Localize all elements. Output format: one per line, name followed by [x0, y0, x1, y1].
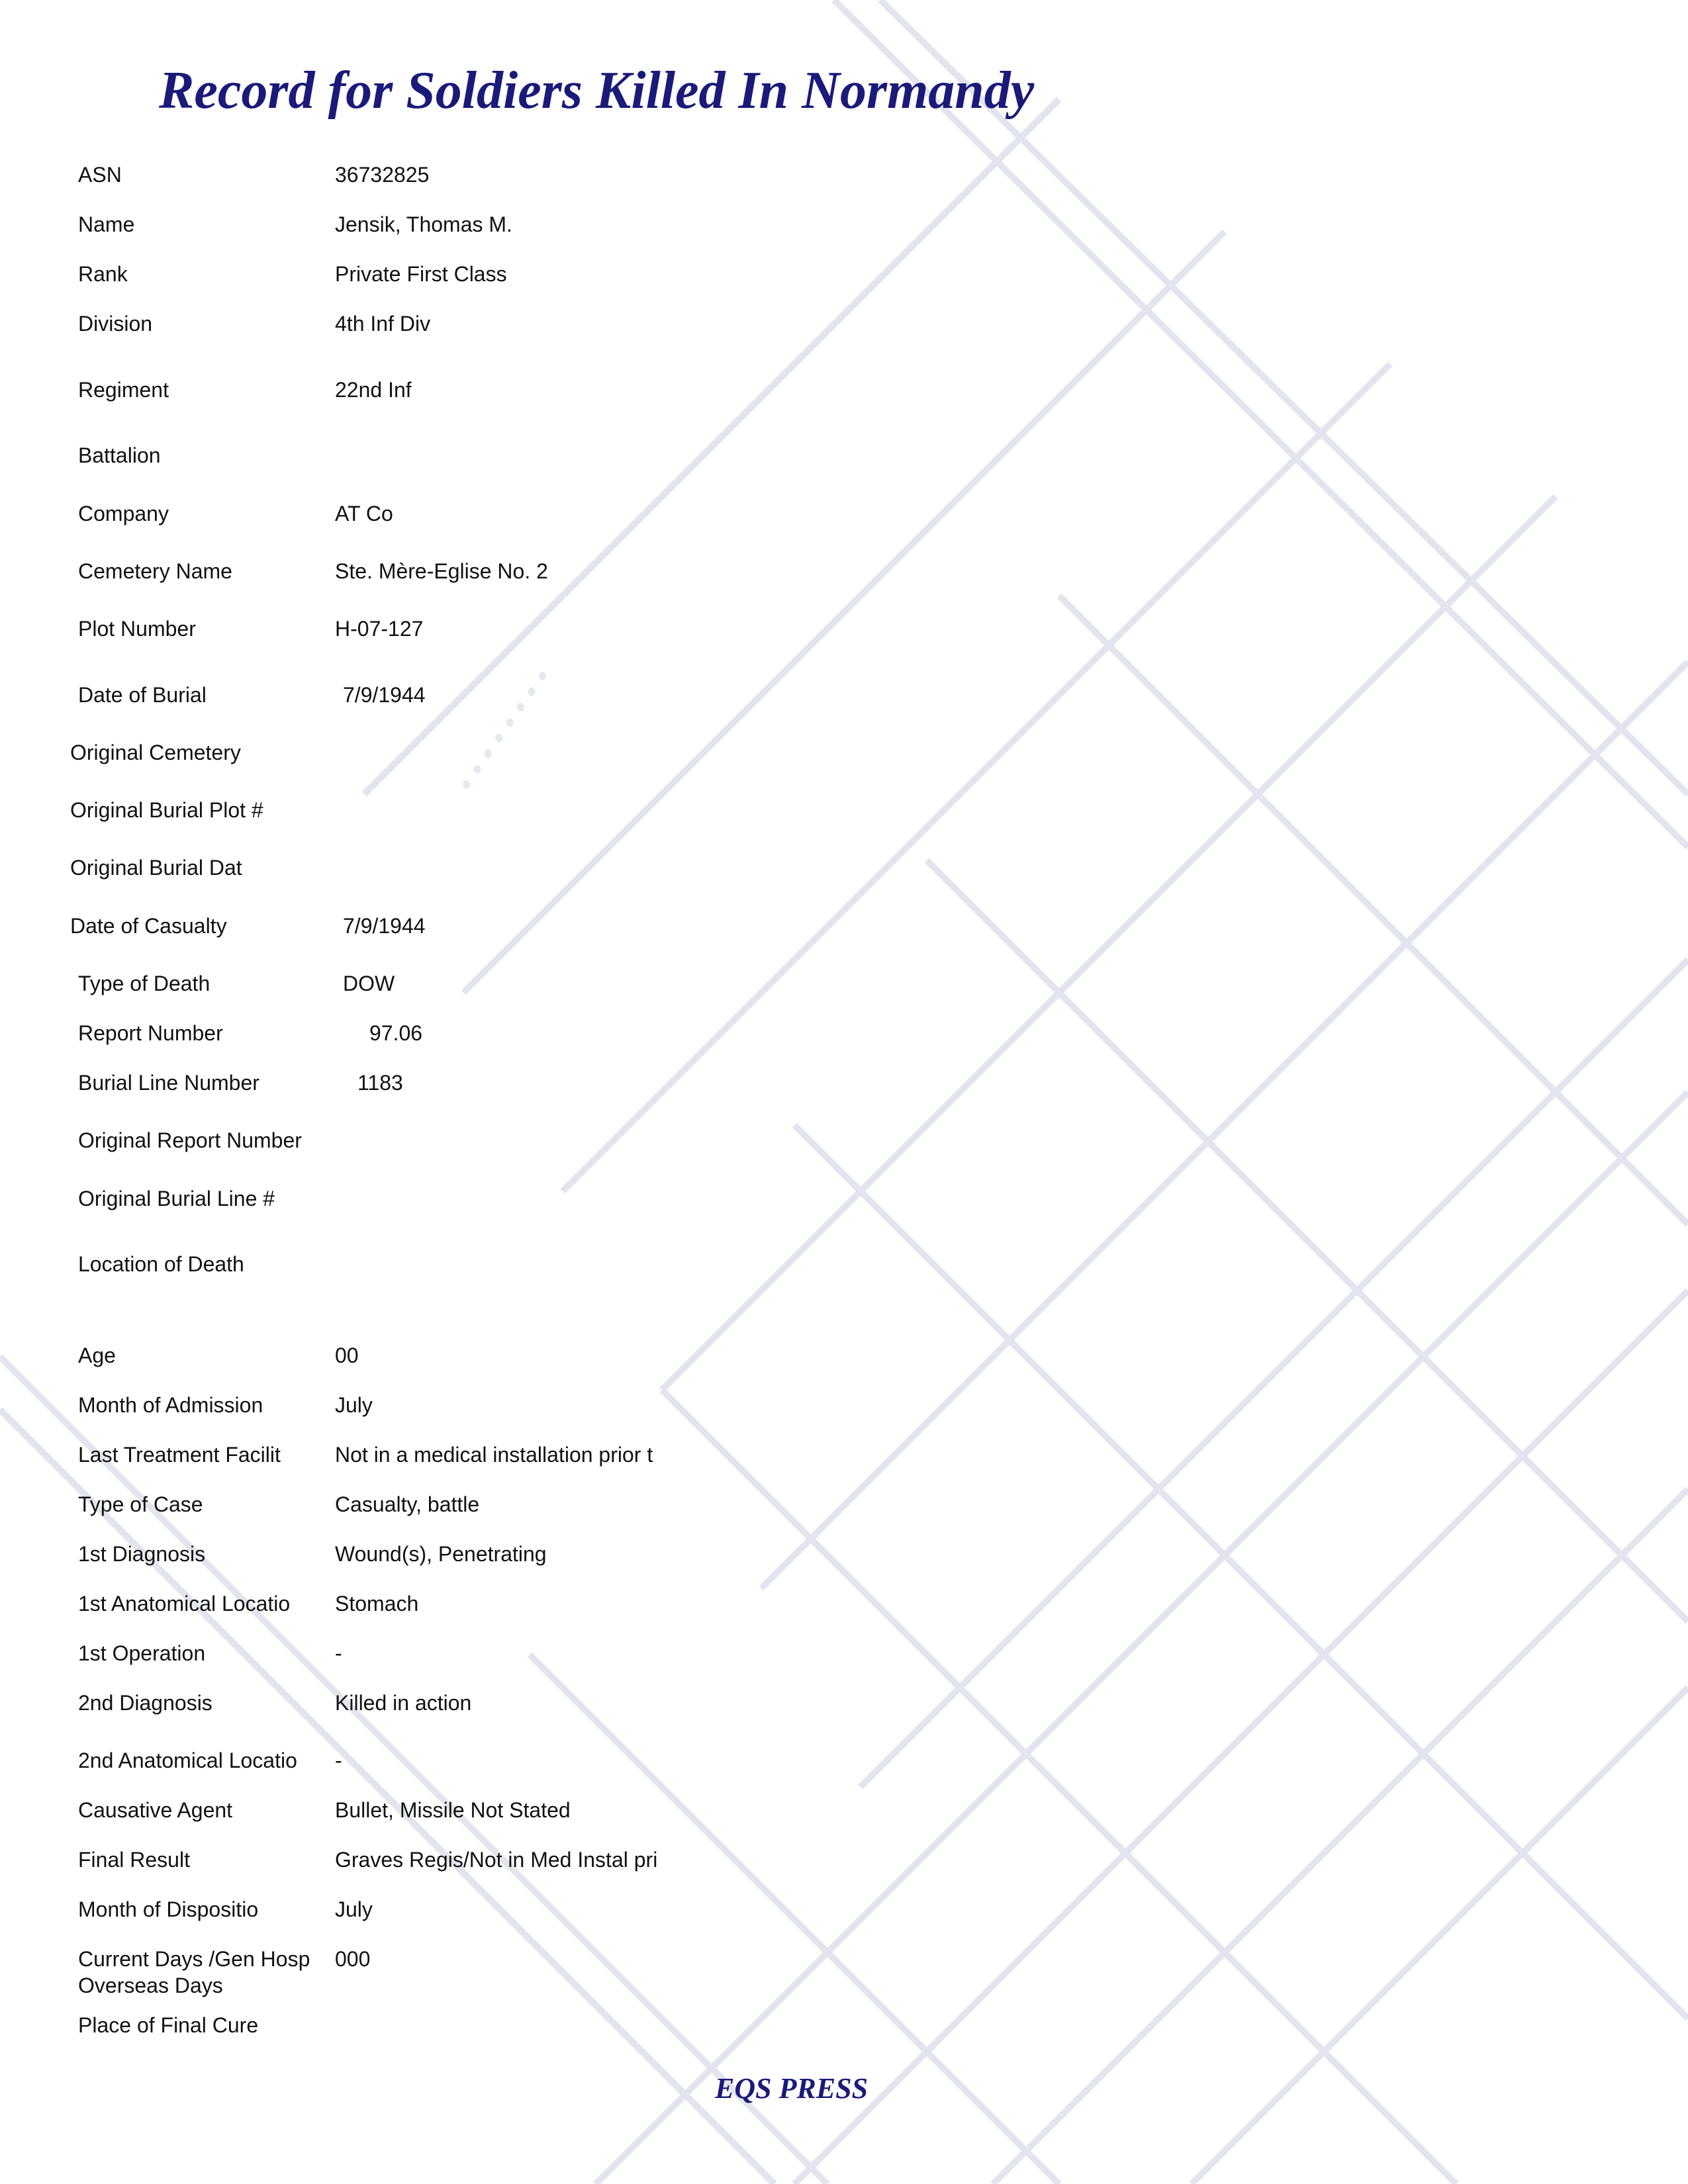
field-value: Private First Class [335, 262, 507, 286]
field-label: Overseas Days [78, 1974, 223, 1997]
field-value: 97.06 [369, 1021, 423, 1045]
field-row-regiment [0, 377, 1688, 408]
field-label: Original Burial Line # [78, 1187, 275, 1210]
field-row-type-of-case [0, 1491, 1688, 1523]
field-label: Age [78, 1343, 116, 1367]
field-value: - [335, 1749, 342, 1772]
field-label: Place of Final Cure [78, 2013, 259, 2037]
field-value: Wound(s), Penetrating [335, 1542, 547, 1566]
field-row-report-number [0, 1020, 1688, 1052]
field-label: Cemetery Name [78, 559, 232, 583]
field-row-battalion [0, 442, 1688, 474]
field-row-second-diagnosis [0, 1690, 1688, 1721]
field-value: - [335, 1641, 342, 1665]
field-row-cemetery-name [0, 558, 1688, 590]
field-value: Casualty, battle [335, 1492, 480, 1516]
field-row-original-burial-plot [0, 797, 1688, 829]
field-value: Bullet, Missile Not Stated [335, 1798, 571, 1822]
field-label: Report Number [78, 1021, 223, 1045]
field-value: 22nd Inf [335, 378, 412, 402]
field-row-type-of-death [0, 970, 1688, 1002]
field-value: Stomach [335, 1592, 419, 1615]
field-value: 00 [335, 1343, 359, 1367]
field-row-final-result [0, 1846, 1688, 1878]
field-value: Jensik, Thomas M. [335, 212, 512, 236]
field-value: DOW [343, 972, 395, 995]
field-row-original-burial-date [0, 854, 1688, 886]
field-label: Rank [78, 262, 128, 286]
field-label: Company [78, 502, 169, 525]
field-row-place-of-final-cure [0, 2012, 1688, 2044]
field-label: Causative Agent [78, 1798, 233, 1822]
field-value: July [335, 1393, 373, 1417]
field-label: Type of Case [78, 1492, 203, 1516]
field-value: Graves Regis/Not in Med Instal pri [335, 1848, 658, 1872]
field-value: AT Co [335, 502, 393, 525]
field-row-original-cemetery [0, 739, 1688, 771]
field-row-first-diagnosis [0, 1541, 1688, 1572]
field-label: Burial Line Number [78, 1071, 259, 1095]
field-label: Division [78, 312, 153, 336]
field-row-causative-agent [0, 1797, 1688, 1829]
field-row-rank [0, 261, 1688, 293]
field-value: Not in a medical installation prior t [335, 1443, 653, 1467]
field-row-last-treatment-facility [0, 1441, 1688, 1473]
field-label: Last Treatment Facilit [78, 1443, 281, 1467]
field-row-location-of-death [0, 1251, 1688, 1283]
field-value: 7/9/1944 [343, 914, 426, 938]
field-row-division [0, 310, 1688, 342]
field-row-burial-line-number [0, 1069, 1688, 1101]
field-row-first-operation [0, 1640, 1688, 1672]
field-label: Final Result [78, 1848, 190, 1872]
field-label: Current Days /Gen Hosp [78, 1947, 310, 1971]
field-value: Ste. Mère-Eglise No. 2 [335, 559, 548, 583]
field-row-second-anatomical-location [0, 1747, 1688, 1779]
field-row-date-of-casualty [0, 913, 1688, 944]
field-label: Location of Death [78, 1252, 244, 1276]
field-label: Name [78, 212, 135, 236]
field-label: Month of Admission [78, 1393, 263, 1417]
field-label: Original Report Number [78, 1128, 302, 1152]
field-row-original-burial-line [0, 1185, 1688, 1217]
field-row-month-of-disposition [0, 1896, 1688, 1928]
svg-text:........: ........ [418, 638, 563, 803]
field-value: Killed in action [335, 1691, 472, 1715]
field-value: July [335, 1897, 373, 1921]
field-row-age [0, 1342, 1688, 1374]
field-row-company [0, 500, 1688, 532]
field-row-asn [0, 161, 1688, 193]
field-value: 4th Inf Div [335, 312, 431, 336]
field-value: H-07-127 [335, 617, 424, 641]
field-label: Regiment [78, 378, 169, 402]
field-value: 36732825 [335, 163, 430, 187]
field-label: 1st Anatomical Locatio [78, 1592, 291, 1615]
publisher-footer: EQS PRESS [715, 2072, 868, 2105]
field-label: Type of Death [78, 972, 211, 995]
field-row-original-report-number [0, 1127, 1688, 1159]
field-label: Date of Casualty [70, 914, 227, 938]
field-label: Original Burial Plot # [70, 798, 263, 822]
field-value: 1183 [357, 1071, 403, 1095]
field-row-date-of-burial [0, 682, 1688, 713]
field-value: 000 [335, 1947, 371, 1971]
field-label: Plot Number [78, 617, 196, 641]
field-label: Date of Burial [78, 683, 207, 707]
field-row-month-of-admission [0, 1392, 1688, 1424]
field-label: 2nd Anatomical Locatio [78, 1749, 297, 1772]
field-label: Battalion [78, 443, 161, 467]
field-label: ASN [78, 163, 122, 187]
field-label: 1st Diagnosis [78, 1542, 206, 1566]
field-row-name [0, 211, 1688, 243]
field-label: 2nd Diagnosis [78, 1691, 212, 1715]
field-row-first-anatomical-location [0, 1590, 1688, 1622]
field-label: Original Cemetery [70, 741, 241, 764]
field-row-plot-number [0, 615, 1688, 647]
field-label: Month of Dispositio [78, 1897, 259, 1921]
page-title: Record for Soldiers Killed In Normandy [159, 62, 1035, 120]
field-row-overseas-days [0, 1972, 1688, 2004]
field-value: 7/9/1944 [343, 683, 426, 707]
field-label: Original Burial Dat [70, 856, 242, 880]
field-label: 1st Operation [78, 1641, 206, 1665]
